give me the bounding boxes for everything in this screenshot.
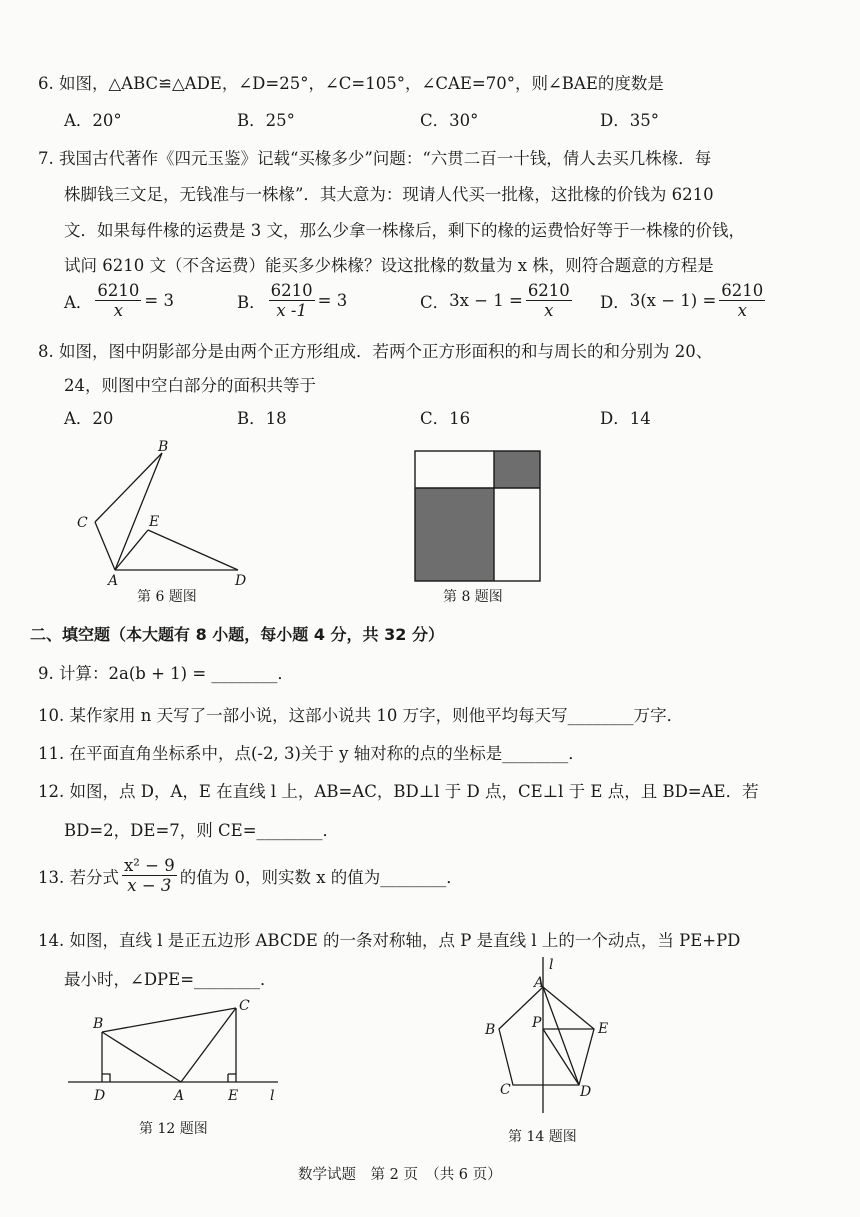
fig6-label-a: A xyxy=(108,573,119,589)
q6-option-c: C．30° xyxy=(420,111,479,130)
question-14-line-2: 最小时，∠DPE=________． xyxy=(64,970,277,989)
figure-12-caption: 第 12 题图 xyxy=(139,1121,208,1137)
section-2-heading: 二、填空题（本大题有 8 小题，每小题 4 分，共 32 分） xyxy=(30,625,444,644)
question-13: 13. 若分式 x² − 9 x − 3 的值为 0，则实数 x 的值为________． xyxy=(38,856,463,895)
question-8-line-2: 24，则图中空白部分的面积共等于 xyxy=(64,376,316,395)
fig6-label-d: D xyxy=(235,573,247,589)
fig12-label-d: D xyxy=(94,1088,106,1104)
question-7-line-4: 试问 6210 文（不含运费）能买多少株椽？设这批椽的数量为 x 株，则符合题意的方程是 xyxy=(64,256,714,275)
question-12-line-1: 12. 如图，点 D，A，E 在直线 l 上，AB=AC，BD⊥l 于 D 点，CE⊥l 于 E 点，且 BD=AE．若 xyxy=(38,782,759,801)
question-7-line-2: 株脚钱三文足，无钱准与一株椽”．其大意为：现请人代买一批椽，这批椽的价钱为 6210 xyxy=(64,185,714,204)
question-11: 11. 在平面直角坐标系中，点(-2, 3)关于 y 轴对称的点的坐标是________． xyxy=(38,744,585,763)
question-6-stem: 6. 如图，△ABC≌△ADE，∠D=25°，∠C=105°，∠CAE=70°，则∠BAE的度数是 xyxy=(38,74,664,93)
fig6-label-e: E xyxy=(149,514,160,530)
q8-option-c: C．16 xyxy=(420,409,471,428)
fig14-label-e: E xyxy=(598,1021,609,1037)
question-9: 9. 计算：2a(b + 1) = ________． xyxy=(38,664,294,683)
q7-option-d: D． 3(x − 1) = $\frac{6210}{x}$ xyxy=(600,281,764,320)
question-10: 10. 某作家用 n 天写了一部小说，这部小说共 10 万字，则他平均每天写________万字． xyxy=(38,706,684,725)
figure-14-caption: 第 14 题图 xyxy=(508,1129,577,1145)
q7-option-a: A． $\frac{6210}{x}$ = 3 xyxy=(64,281,174,320)
question-7-line-3: 文．如果每件椽的运费是 3 文，那么少拿一株椽后，剩下的椽的运费恰好等于一株椽的价钱， xyxy=(64,221,745,240)
question-14-line-1: 14. 如图，直线 l 是正五边形 ABCDE 的一条对称轴，点 P 是直线 l 上的一个动点，当 PE+PD xyxy=(38,931,741,950)
q8-option-d: D．14 xyxy=(600,409,651,428)
q8-option-a: A．20 xyxy=(64,409,114,428)
figure-14-diagram xyxy=(480,955,620,1120)
fig12-label-b: B xyxy=(93,1016,104,1032)
question-8-line-1: 8. 如图，图中阴影部分是由两个正方形组成．若两个正方形面积的和与周长的和分别为 20、 xyxy=(38,342,713,361)
question-7-line-1: 7. 我国古代著作《四元玉鉴》记载“买椽多少”问题：“六贯二百一十钱，倩人去买几株椽．每 xyxy=(38,149,712,168)
q7-option-b: B． $\frac{6210}{x -1}$ = 3 xyxy=(237,281,348,320)
page-footer: 数学试题 第 2 页 （共 6 页） xyxy=(298,1167,502,1183)
q8-option-b: B．18 xyxy=(237,409,287,428)
fig14-label-c: C xyxy=(500,1082,511,1098)
fig12-label-a: A xyxy=(174,1088,185,1104)
figure-6-caption: 第 6 题图 xyxy=(137,589,197,605)
fig12-label-e: E xyxy=(228,1088,239,1104)
q6-option-d: D．35° xyxy=(600,111,659,130)
fig14-label-b: B xyxy=(485,1022,496,1038)
figure-12-diagram xyxy=(60,995,290,1105)
fig8-small-shaded-square xyxy=(494,451,540,488)
q7-option-c: C． 3x − 1 = $\frac{6210}{x}$ xyxy=(420,281,570,320)
figure-6-diagram xyxy=(70,440,260,590)
fig12-label-l: l xyxy=(270,1088,275,1104)
fig12-label-c: C xyxy=(239,998,250,1014)
question-12-line-2: BD=2，DE=7，则 CE=________． xyxy=(64,821,340,840)
fig6-label-c: C xyxy=(77,515,88,531)
fig14-label-d: D xyxy=(580,1084,592,1100)
fig8-large-shaded-square xyxy=(415,488,494,581)
fig14-label-l: l xyxy=(549,957,554,973)
fig14-label-p: P xyxy=(532,1015,542,1031)
q6-option-b: B．25° xyxy=(237,111,295,130)
q6-option-a: A．20° xyxy=(64,111,122,130)
fig6-label-b: B xyxy=(158,440,169,455)
figure-8-diagram xyxy=(412,449,544,584)
figure-8-caption: 第 8 题图 xyxy=(443,589,503,605)
fig14-label-a: A xyxy=(534,975,545,991)
